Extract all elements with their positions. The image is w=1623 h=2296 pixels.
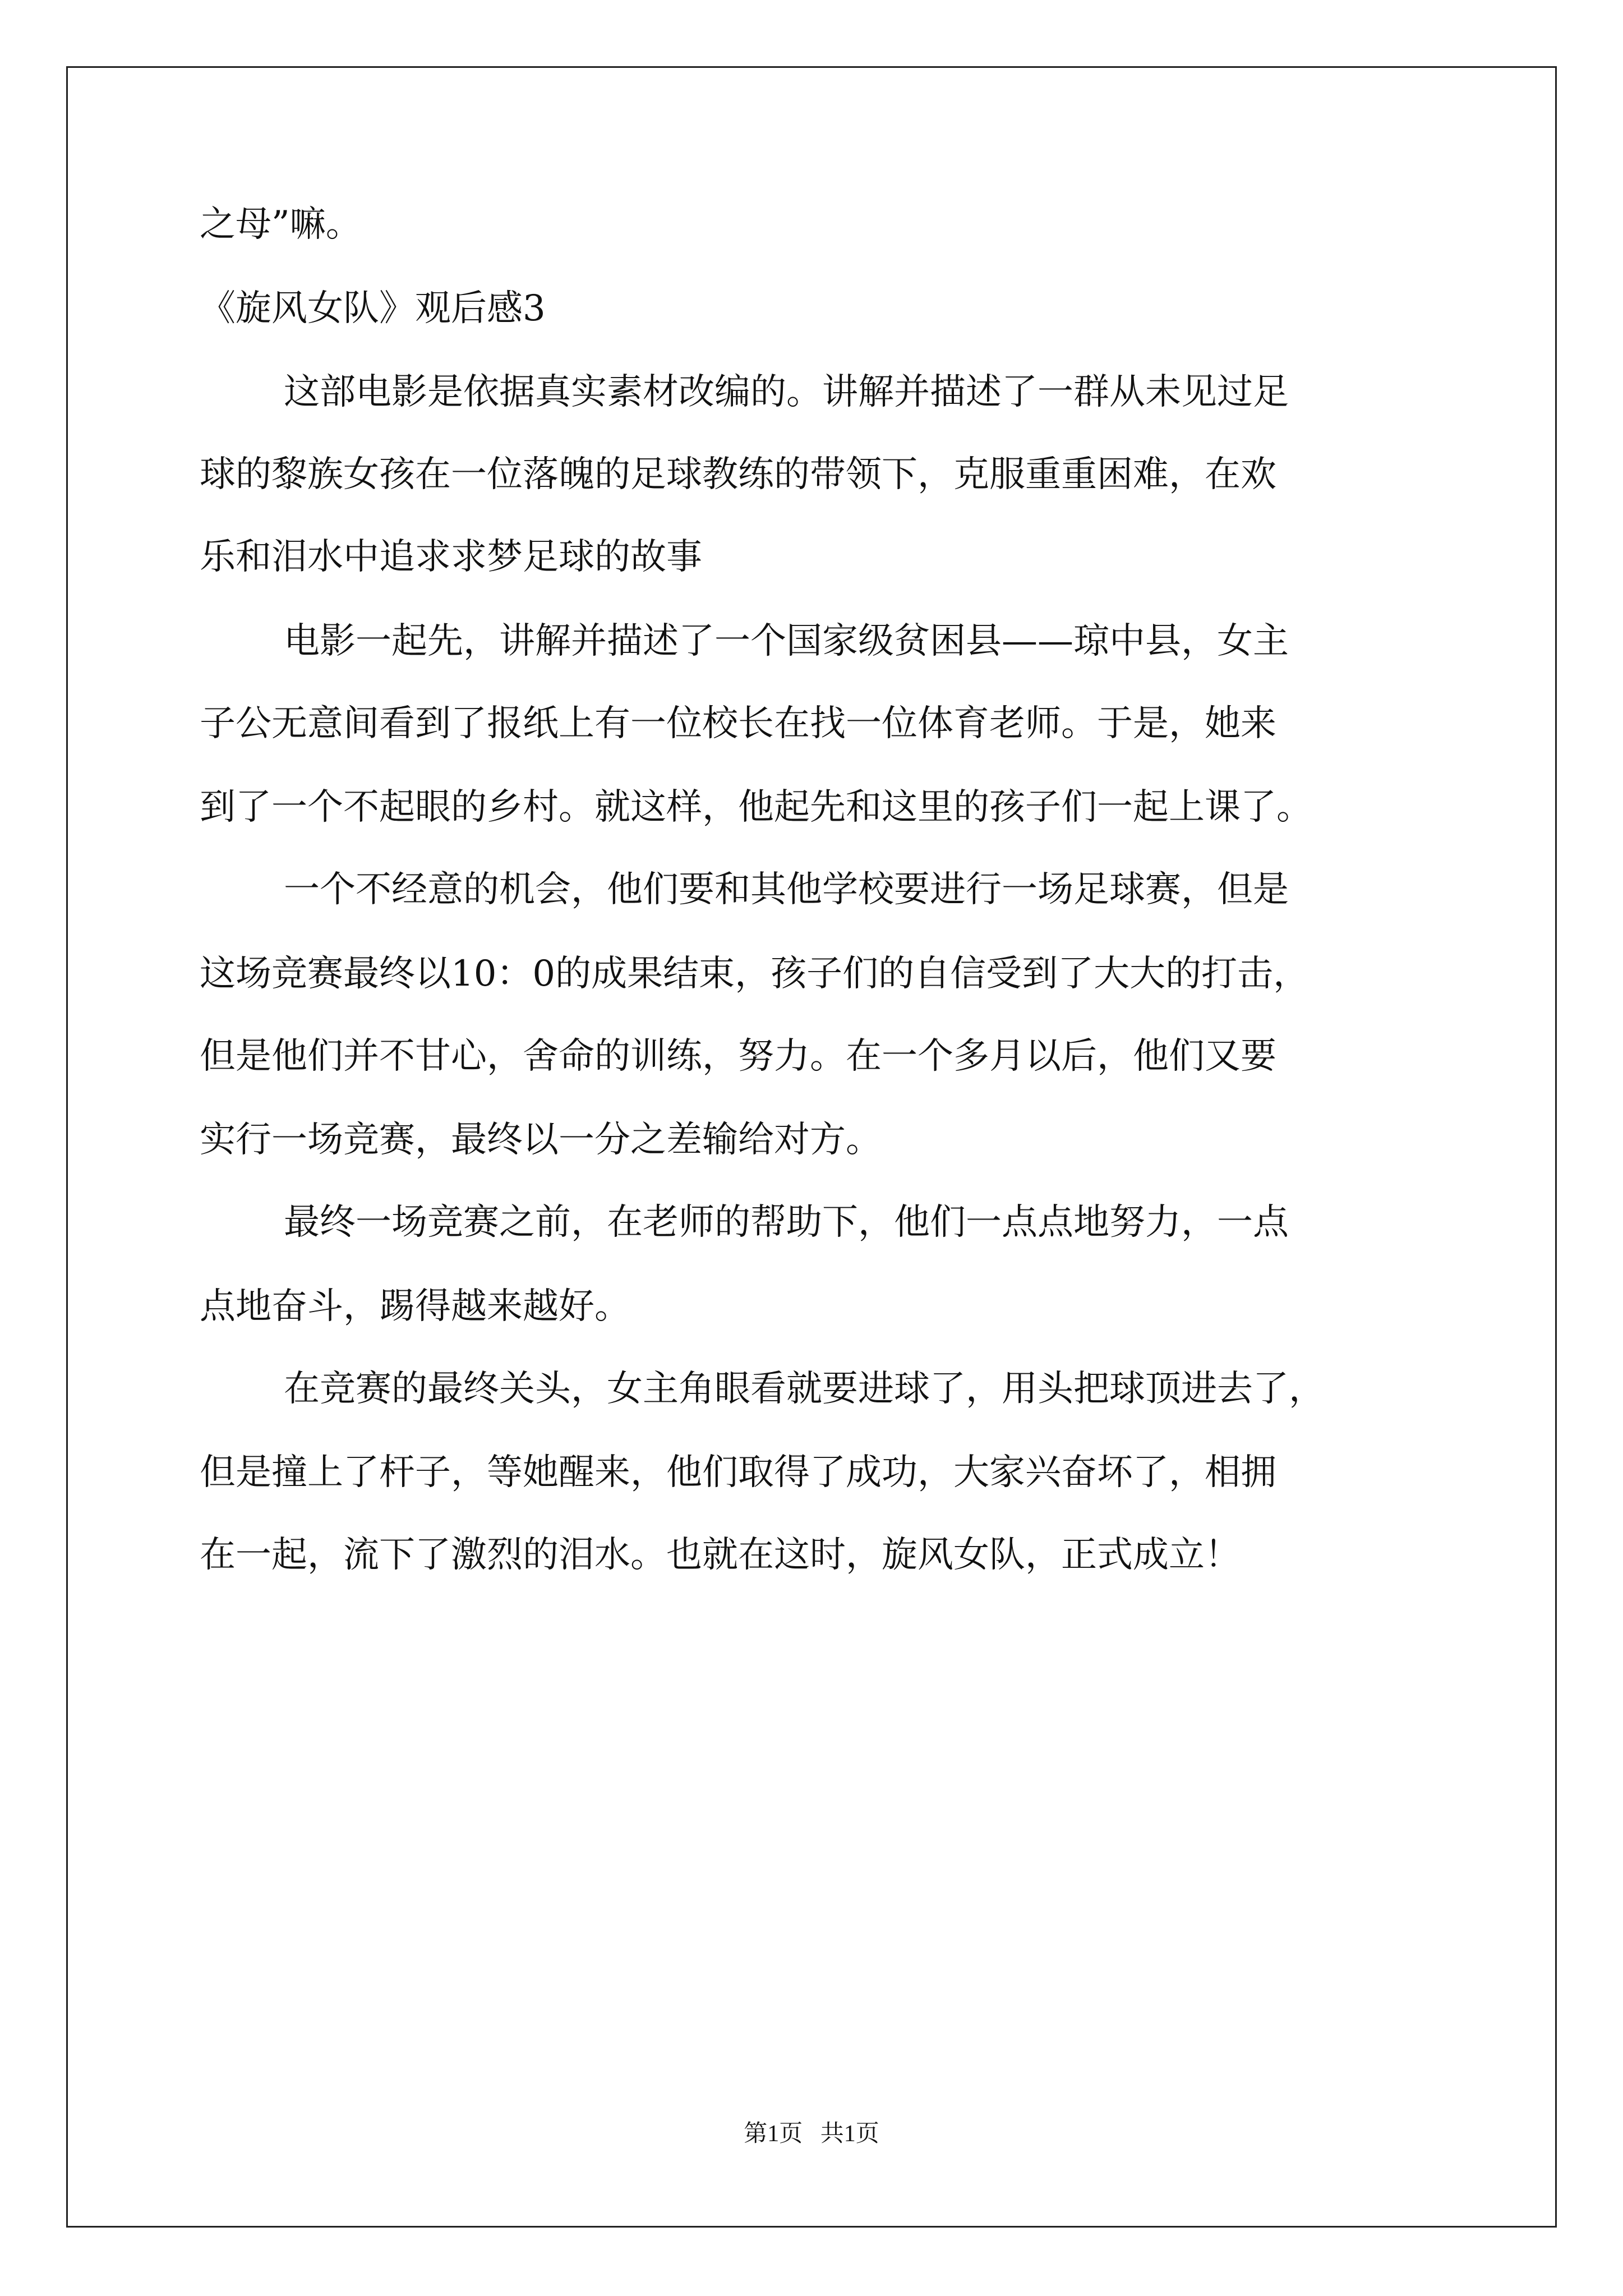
paragraph-line: 但是他们并不甘心，舍命的训练，努力。在一个多月以后，他们又要 xyxy=(200,1036,1276,1077)
paragraph-line: 到了一个不起眼的乡村。就这样，他起先和这里的孩子们一起上课了。 xyxy=(200,786,1312,828)
paragraph-line: 乐和泪水中追求求梦足球的故事 xyxy=(200,536,702,578)
paragraph-line: 一个不经意的机会，他们要和其他学校要进行一场足球赛，但是 xyxy=(284,869,1289,910)
paragraph-line: 最终一场竞赛之前，在老师的帮助下，他们一点点地努力，一点 xyxy=(284,1202,1289,1243)
paragraph-line: 这部电影是依据真实素材改编的。讲解并描述了一群从未见过足 xyxy=(284,371,1289,413)
paragraph-line: 这场竞赛最终以10：0的成果结束，孩子们的自信受到了大大的打击， xyxy=(200,953,1310,995)
paragraph-line: 但是撞上了杆子，等她醒来，他们取得了成功，大家兴奋坏了，相拥 xyxy=(200,1452,1276,1493)
paragraph-line: 点地奋斗，踢得越来越好。 xyxy=(200,1286,630,1327)
page-footer: 第1页 共1页 xyxy=(744,2121,879,2147)
paragraph-line: 电影一起先，讲解并描述了一个国家级贫困县——琼中县，女主 xyxy=(284,620,1289,662)
section-heading: 《旋风女队》观后感3 xyxy=(200,288,546,329)
paragraph-line: 在一起，流下了激烈的泪水。也就在这时，旋风女队，正式成立！ xyxy=(200,1534,1241,1576)
paragraph-line: 之母”嘛。 xyxy=(200,204,362,245)
paragraph-line: 球的黎族女孩在一位落魄的足球教练的带领下，克服重重困难，在欢 xyxy=(200,454,1276,495)
paragraph-line: 在竞赛的最终关头，女主角眼看就要进球了，用头把球顶进去了， xyxy=(284,1368,1325,1410)
paragraph-line: 子公无意间看到了报纸上有一位校长在找一位体育老师。于是，她来 xyxy=(200,703,1276,744)
paragraph-line: 实行一场竞赛，最终以一分之差输给对方。 xyxy=(200,1119,882,1161)
